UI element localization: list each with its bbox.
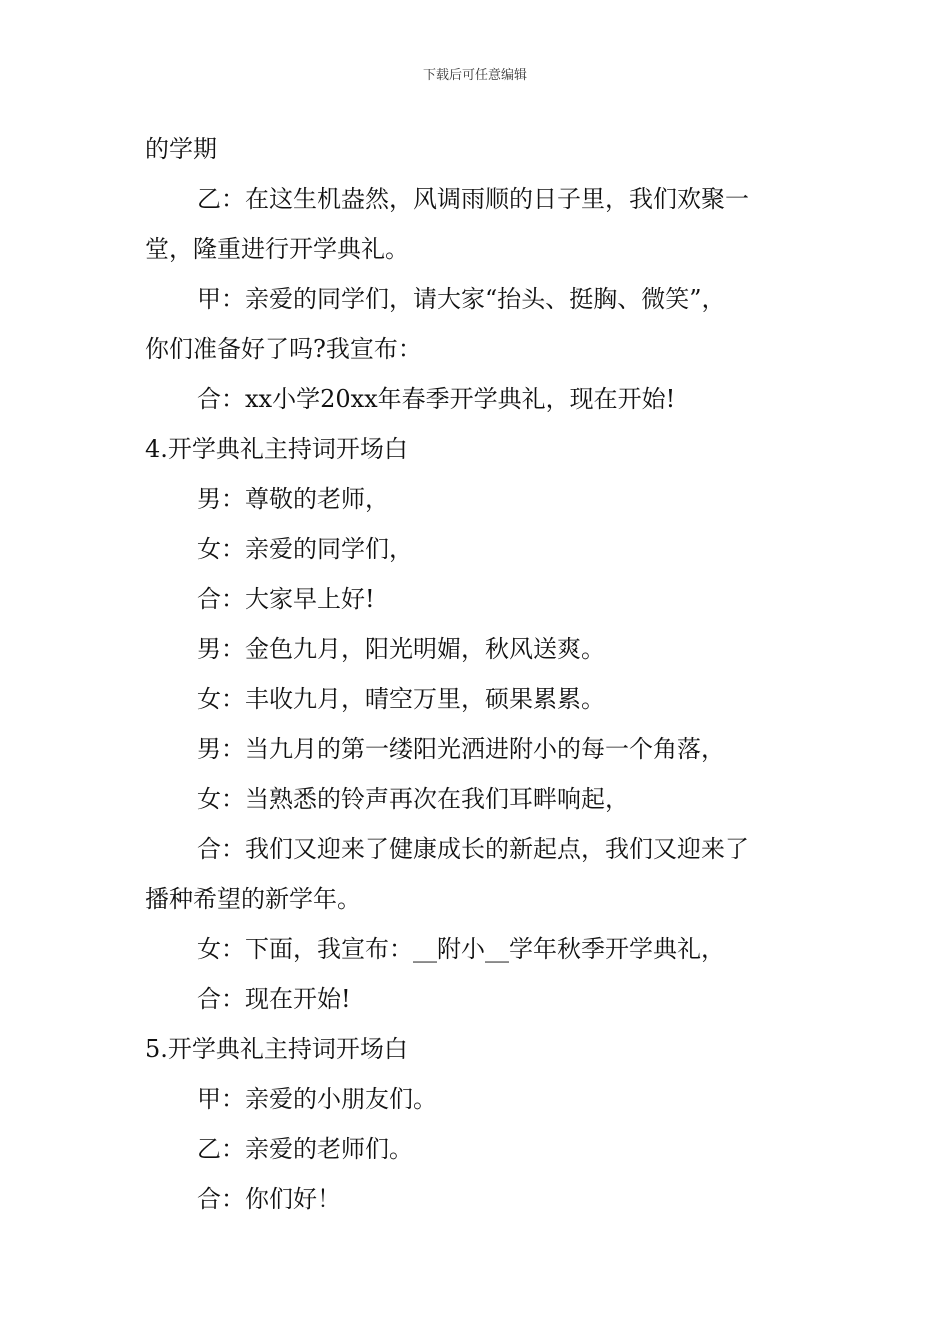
text-line: 的学期 [145,135,217,163]
text-line: 甲：亲爱的同学们，请大家“抬头、挺胸、微笑”， [197,285,726,313]
text-line: 甲：亲爱的小朋友们。 [197,1085,437,1113]
text-line: 播种希望的新学年。 [145,885,361,913]
text-line: 你们准备好了吗?我宣布： [145,335,422,363]
text-line: 女：丰收九月，晴空万里，硕果累累。 [197,685,605,713]
text-line: 合：大家早上好! [197,585,375,613]
text-line: 乙：在这生机盎然，风调雨顺的日子里，我们欢聚一 [197,185,749,213]
text-line: 男：尊敬的老师， [197,485,389,513]
section-heading: 4.开学典礼主持词开场白 [145,435,408,463]
text-line: 乙：亲爱的老师们。 [197,1135,413,1163]
text-line: 合：现在开始! [197,985,351,1013]
text-line: 合：我们又迎来了健康成长的新起点，我们又迎来了 [197,835,749,863]
page-header: 下载后可任意编辑 [422,68,527,83]
text-line: 女：亲爱的同学们， [197,535,413,563]
text-line: 女：当熟悉的铃声再次在我们耳畔响起， [197,785,629,813]
text-line: 堂，隆重进行开学典礼。 [145,235,409,263]
text-line: 女：下面，我宣布：__附小__学年秋季开学典礼， [197,935,725,963]
text-line: 男：金色九月，阳光明媚，秋风送爽。 [197,635,605,663]
document-body [145,124,815,1224]
text-line: 合：xx小学20xx年春季开学典礼，现在开始! [197,385,676,413]
section-heading: 5.开学典礼主持词开场白 [145,1035,408,1063]
text-line: 合：你们好！ [197,1185,341,1213]
text-line: 男：当九月的第一缕阳光洒进附小的每一个角落， [197,735,725,763]
